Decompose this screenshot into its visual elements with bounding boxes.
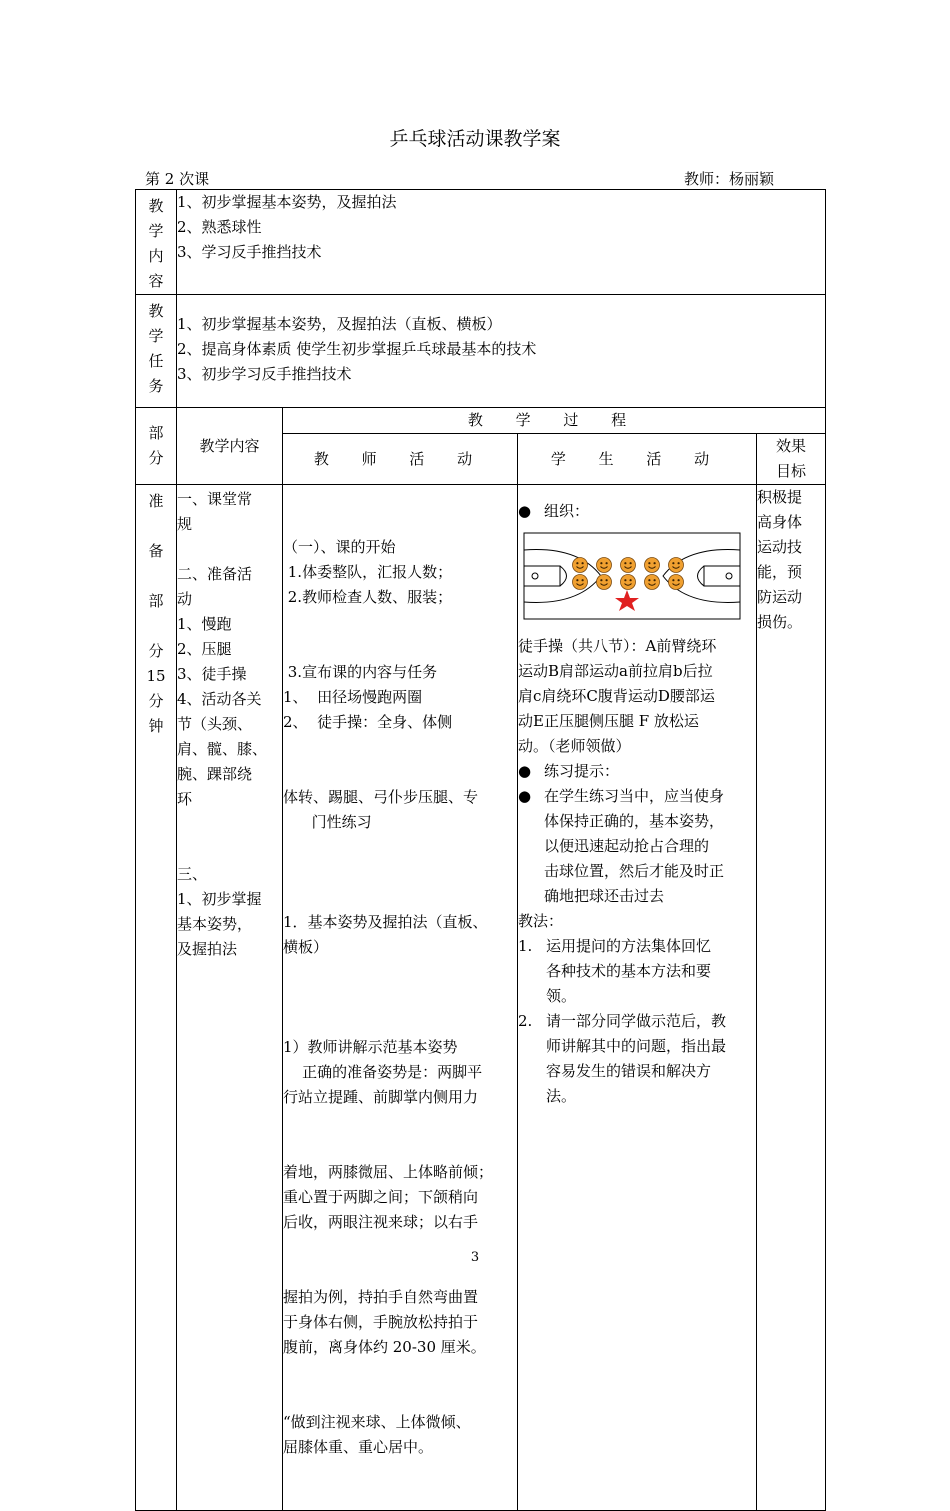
student-activity-cell: ● 组织： 徒手操（共八节）：A前臂绕环 运动B肩部运动a前拉肩b后拉 肩c肩绕环C腹背运动D腰部运 动E正压腿侧压腿 F 放松运 动。（老师领做） ● 练习提示： ● 在学生练习当中，应当使身 体保持正确的，基本姿势， 以便迅速起动抢占合理的 击球位置，然后才能及时正 确地把球还击过去 教法： 1. 运用提问的方法集体回忆 各种技术的基本方法和要 领。 2. 请一部分同学做示范后，教 师讲解其中的问题，指出最 容易发生的错误和解决方 法。 xyxy=(518,485,757,1511)
prep-row xyxy=(136,485,826,1511)
header-process: 教 学 过 程 xyxy=(283,408,826,434)
header-effect: 效果 目标 xyxy=(757,434,826,485)
teacher-star-icon xyxy=(615,590,639,611)
student-face-icon xyxy=(597,558,612,573)
student-face-icon xyxy=(573,558,588,573)
student-face-icon xyxy=(621,575,636,590)
court-diagram xyxy=(523,532,741,620)
student-face-icon xyxy=(645,575,660,590)
lesson-number: 第 2 次课 xyxy=(145,170,210,188)
list-item: 2、提高身体素质 使学生初步掌握乒乓球最基本的技术 xyxy=(177,340,537,358)
header-teacher-activity: 教 师 活 动 xyxy=(283,434,518,485)
lesson-plan-table xyxy=(135,189,826,1511)
page-title: 乒乓球活动课教学案 xyxy=(389,128,561,150)
content-label: 教 学 内 容 xyxy=(136,190,177,295)
part-label: 准 备 部 分 15 分 钟 xyxy=(136,485,177,1511)
content-items xyxy=(177,190,826,295)
task-items xyxy=(177,295,826,408)
list-item: 3、初步学习反手推挡技术 xyxy=(177,365,352,383)
content-cell: 一、课堂常 规 二、准备活 动 1、慢跑 2、压腿 3、徒手操 4、活动各关 节（头颈、 肩、髋、膝、 腕、踝部绕 环 三、 1、初步掌握 基本姿势， 及握拍法 xyxy=(177,485,283,1511)
student-face-icon xyxy=(597,575,612,590)
page-number: 3 xyxy=(470,1250,480,1265)
student-face-icon xyxy=(573,575,588,590)
bullet-icon: ● xyxy=(518,502,532,520)
method-item: 1. 运用提问的方法集体回忆 各种技术的基本方法和要 领。 xyxy=(518,937,712,1005)
bullet-icon: ● xyxy=(518,787,532,805)
teacher-name: 教师：杨丽颖 xyxy=(684,170,775,188)
bullet-icon: ● xyxy=(518,762,532,780)
list-item: 3、学习反手推挡技术 xyxy=(177,243,322,261)
method-item: 2. 请一部分同学做示范后，教 师讲解其中的问题，指出最 容易发生的错误和解决方 法。 xyxy=(518,1012,727,1105)
header-student-activity: 学 生 活 动 xyxy=(518,434,757,485)
header-content: 教学内容 xyxy=(177,408,283,485)
teacher-activity-cell: （一）、课的开始 1.体委整队，汇报人数； 2.教师检查人数、服装； 3.宣布课的内容与任务 1、 田径场慢跑两圈 2、 徒手操：全身、体侧 体转、踢腿、弓仆步压腿、专 门性练习 1．基本姿势及握拍法（直板、 横板） 1）教师讲解示范基本姿势 正确的准备姿势是：两脚平 行站立提踵、前脚掌内侧用力 着地，两膝微屈、上体略前倾； 重心置于两脚之间；下颌稍向 后收，两眼注视来球；以右手 握拍为例，持拍手自然弯曲置 于身体右侧，手腕放松持拍于 腹前，离身体约 20-30 厘米。 “做到注视来球、上体微倾、 屈膝体重、重心居中。 xyxy=(283,485,518,1511)
task-row xyxy=(136,295,826,408)
effect-cell: 积极提 高身体 运动技 能，预 防运动 损伤。 xyxy=(757,485,826,1511)
student-face-icon xyxy=(669,575,684,590)
method-title: 教法： xyxy=(518,912,564,930)
task-label: 教 学 任 务 xyxy=(136,295,177,408)
student-face-icon xyxy=(669,558,684,573)
list-item: 1、初步掌握基本姿势，及握拍法 xyxy=(177,193,397,211)
org-item: ● 组织： xyxy=(518,499,756,524)
tip-item: ● 在学生练习当中，应当使身 体保持正确的，基本姿势， 以便迅速起动抢占合理的 击球位置，然后才能及时正 确地把球还击过去 xyxy=(518,784,756,909)
student-face-icon xyxy=(645,558,660,573)
header-part: 部 分 xyxy=(136,408,177,485)
list-item: 2、熟悉球性 xyxy=(177,218,262,236)
tip-title: ● 练习提示： xyxy=(518,759,756,784)
list-item: 1、初步掌握基本姿势，及握拍法（直板、横板） xyxy=(177,315,502,333)
student-face-icon xyxy=(621,558,636,573)
content-row xyxy=(136,190,826,295)
